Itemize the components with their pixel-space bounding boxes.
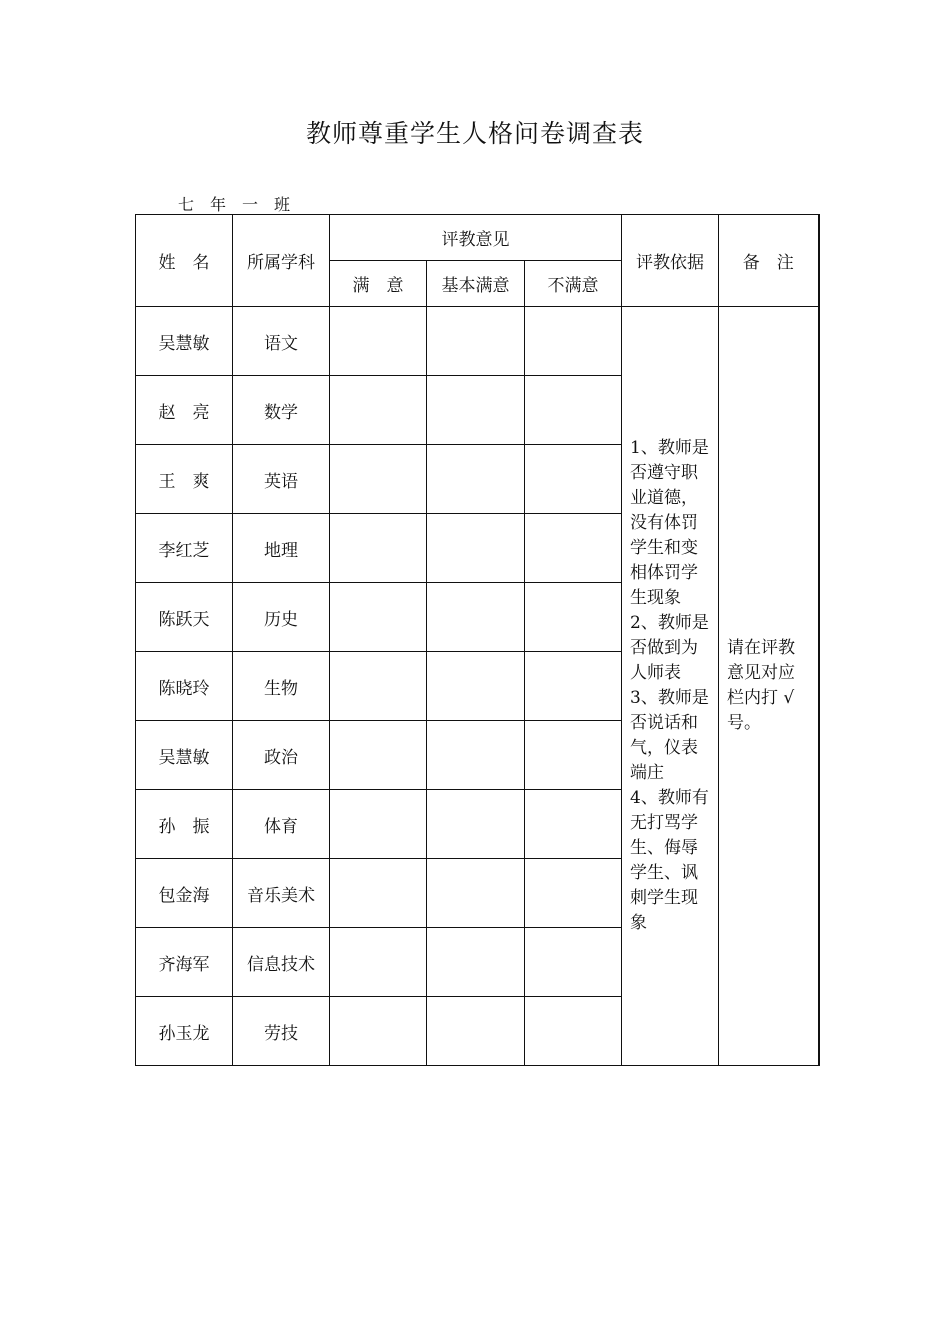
basis-line: 否遵守职 — [630, 463, 698, 483]
subject-cell: 数学 — [233, 376, 330, 445]
satisfied-checkbox-cell[interactable] — [330, 928, 427, 997]
teacher-name-cell: 陈晓玲 — [136, 652, 233, 721]
basis-line: 学生、讽 — [630, 863, 698, 883]
basis-line: 业道德， — [630, 488, 698, 508]
remark-line: 请在评教 — [727, 638, 795, 658]
basically-satisfied-checkbox-cell[interactable] — [427, 790, 525, 859]
unsatisfied-checkbox-cell[interactable] — [525, 514, 622, 583]
unsatisfied-checkbox-cell[interactable] — [525, 997, 622, 1066]
satisfied-checkbox-cell[interactable] — [330, 583, 427, 652]
table-row — [136, 307, 819, 376]
subject-cell: 音乐美术 — [233, 859, 330, 928]
unsatisfied-checkbox-cell[interactable] — [525, 652, 622, 721]
header-opinion: 评教意见 — [330, 215, 622, 261]
header-remarks: 备 注 — [719, 215, 819, 307]
header-basically-satisfied: 基本满意 — [427, 261, 525, 307]
unsatisfied-checkbox-cell[interactable] — [525, 307, 622, 376]
survey-table — [135, 214, 820, 1066]
header-satisfied: 满 意 — [330, 261, 427, 307]
subject-cell: 语文 — [233, 307, 330, 376]
basically-satisfied-checkbox-cell[interactable] — [427, 652, 525, 721]
basically-satisfied-checkbox-cell[interactable] — [427, 445, 525, 514]
satisfied-checkbox-cell[interactable] — [330, 997, 427, 1066]
unsatisfied-checkbox-cell[interactable] — [525, 583, 622, 652]
unsatisfied-checkbox-cell[interactable] — [525, 376, 622, 445]
teacher-name-cell: 吴慧敏 — [136, 307, 233, 376]
subject-cell: 体育 — [233, 790, 330, 859]
subject-cell: 生物 — [233, 652, 330, 721]
teacher-name-cell: 吴慧敏 — [136, 721, 233, 790]
satisfied-checkbox-cell[interactable] — [330, 652, 427, 721]
remarks-cell — [719, 307, 819, 1066]
subject-cell: 劳技 — [233, 997, 330, 1066]
header-unsatisfied: 不满意 — [525, 261, 622, 307]
remark-line: 号。 — [727, 713, 761, 733]
remark-line: 栏内打 √ — [727, 688, 795, 708]
basis-line: 气，仪表 — [630, 738, 698, 758]
basically-satisfied-checkbox-cell[interactable] — [427, 997, 525, 1066]
unsatisfied-checkbox-cell[interactable] — [525, 721, 622, 790]
teacher-name-cell: 包金海 — [136, 859, 233, 928]
basis-line: 4、教师有 — [630, 788, 709, 808]
unsatisfied-checkbox-cell[interactable] — [525, 928, 622, 997]
basically-satisfied-checkbox-cell[interactable] — [427, 721, 525, 790]
evaluation-basis-cell — [622, 307, 719, 1066]
teacher-name-cell: 赵 亮 — [136, 376, 233, 445]
basis-line: 否说话和 — [630, 713, 698, 733]
unsatisfied-checkbox-cell[interactable] — [525, 445, 622, 514]
satisfied-checkbox-cell[interactable] — [330, 790, 427, 859]
satisfied-checkbox-cell[interactable] — [330, 445, 427, 514]
subject-cell: 信息技术 — [233, 928, 330, 997]
basis-line: 3、教师是 — [630, 688, 709, 708]
class-label: 七 年 一 班 — [178, 195, 291, 214]
header-row-top — [136, 215, 819, 261]
satisfied-checkbox-cell[interactable] — [330, 307, 427, 376]
satisfied-checkbox-cell[interactable] — [330, 859, 427, 928]
basis-line: 人师表 — [630, 663, 681, 683]
basis-line: 象 — [630, 913, 647, 933]
basis-line: 无打骂学 — [630, 813, 698, 833]
basis-line: 相体罚学 — [630, 563, 698, 583]
teacher-name-cell: 李红芝 — [136, 514, 233, 583]
basis-line: 否做到为 — [630, 638, 698, 658]
basis-line: 2、教师是 — [630, 613, 709, 633]
basis-line: 学生和变 — [630, 538, 698, 558]
satisfied-checkbox-cell[interactable] — [330, 376, 427, 445]
basically-satisfied-checkbox-cell[interactable] — [427, 928, 525, 997]
teacher-name-cell: 王 爽 — [136, 445, 233, 514]
basically-satisfied-checkbox-cell[interactable] — [427, 859, 525, 928]
header-name: 姓 名 — [136, 215, 233, 307]
basis-line: 刺学生现 — [630, 888, 698, 908]
basis-line: 1、教师是 — [630, 438, 709, 458]
unsatisfied-checkbox-cell[interactable] — [525, 859, 622, 928]
subject-cell: 地理 — [233, 514, 330, 583]
header-basis: 评教依据 — [622, 215, 719, 307]
teacher-name-cell: 孙 振 — [136, 790, 233, 859]
basically-satisfied-checkbox-cell[interactable] — [427, 514, 525, 583]
satisfied-checkbox-cell[interactable] — [330, 514, 427, 583]
document-title: 教师尊重学生人格问卷调查表 — [305, 119, 644, 148]
teacher-name-cell: 孙玉龙 — [136, 997, 233, 1066]
subject-cell: 政治 — [233, 721, 330, 790]
basically-satisfied-checkbox-cell[interactable] — [427, 376, 525, 445]
satisfied-checkbox-cell[interactable] — [330, 721, 427, 790]
header-subject: 所属学科 — [233, 215, 330, 307]
remark-line: 意见对应 — [727, 663, 795, 683]
basis-line: 端庄 — [630, 763, 664, 783]
subject-cell: 历史 — [233, 583, 330, 652]
basis-line: 没有体罚 — [630, 513, 698, 533]
basically-satisfied-checkbox-cell[interactable] — [427, 583, 525, 652]
basis-line: 生、侮辱 — [630, 838, 698, 858]
subject-cell: 英语 — [233, 445, 330, 514]
basis-line: 生现象 — [630, 588, 681, 608]
teacher-name-cell: 齐海军 — [136, 928, 233, 997]
unsatisfied-checkbox-cell[interactable] — [525, 790, 622, 859]
basically-satisfied-checkbox-cell[interactable] — [427, 307, 525, 376]
teacher-name-cell: 陈跃天 — [136, 583, 233, 652]
